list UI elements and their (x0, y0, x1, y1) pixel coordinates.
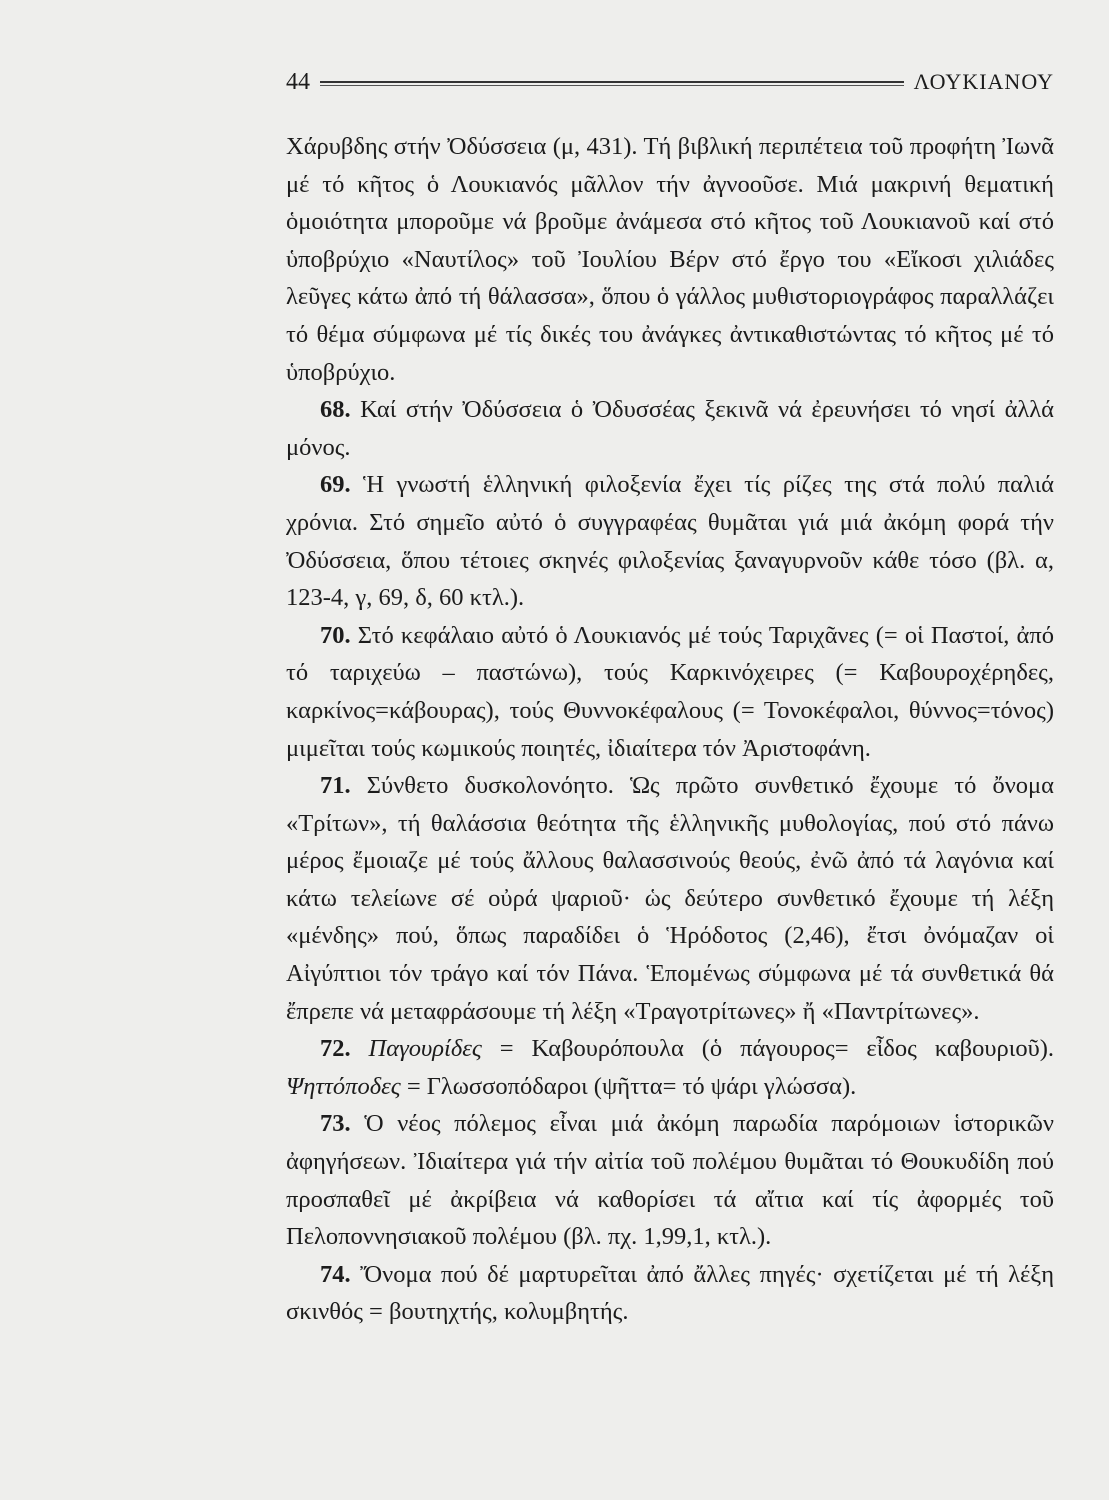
note-text: Σύνθετο δυσκολονόητο. Ὡς πρῶτο συνθετικό ἔχουμε τό ὄνομα «Τρίτων», τή θαλάσσια θεότητα τῆς ἑλληνικῆς μυθολογίας, πού στό πάνω μέρος ἔμοιαζε μέ τούς ἄλλους θαλασσινούς θεούς, ἐνῶ ἀπό τά λαγόνια καί κάτω τελείωνε σέ οὐρά ψαριοῦ· ὡς δεύτερο συνθετικό ἔχουμε τή λέξη «μένδης» πού, ὅπως παραδίδει ὁ Ἡρόδοτος (2,46), ἔτσι ὀνόμαζαν οἱ Αἰγύπτιοι τόν τράγο καί τόν Πάνα. Ἑπομένως σύμφωνα μέ τά συνθετικά θά ἔπρεπε νά μεταφράσουμε τή λέξη «Τραγοτρίτωνες» ἤ «Παντρίτωνες». (286, 772, 1055, 1025)
note-73 (286, 1105, 1054, 1255)
note-number: 69. (320, 471, 351, 499)
note-text: Ὄνομα πού δέ μαρτυρεῖται ἀπό ἄλλες πηγές· σχετίζεται μέ τή λέξη σκινθός = βουτηχτής, κολυμβητής. (286, 1260, 1055, 1326)
note-text: Καί στήν Ὀδύσσεια ὁ Ὀδυσσέας ξεκινᾶ νά ἐρευνήσει τό νησί ἀλλά μόνος. (286, 396, 1055, 461)
note-74 (286, 1256, 1054, 1331)
note-68 (286, 391, 1054, 466)
note-text: = Γλωσσοπόδαροι (ψῆττα= τό ψάρι γλώσσα). (400, 1072, 857, 1100)
paragraph-continuation (286, 128, 1054, 391)
note-number: 68. (320, 396, 351, 424)
note-text: Ὁ νέος πόλεμος εἶναι μιά ἀκόμη παρωδία παρόμοιων ἱστορικῶν ἀφηγήσεων. Ἰδιαίτερα γιά τήν αἰτία τοῦ πολέμου θυμᾶται τό Θουκυδίδη πού προσπαθεῖ μέ ἀκρίβεια νά καθορίσει τά αἴτια καί τίς ἀφορμές τοῦ Πελοποννησιακοῦ πολέμου (βλ. πχ. 1,99,1, κτλ.). (286, 1110, 1055, 1251)
header-rule (320, 81, 904, 86)
note-number: 72. (320, 1035, 351, 1063)
note-term: Παγουρίδες (368, 1035, 482, 1063)
note-number: 73. (320, 1110, 351, 1138)
note-text: Στό κεφάλαιο αὐτό ὁ Λουκιανός μέ τούς Ταριχᾶνες (= οἱ Παστοί, ἀπό τό ταριχεύω – παστώνω), τούς Καρκινόχειρες (= Καβουροχέρηδες, καρκίνος=κάβουρας), τούς Θυννοκέφαλους (= Τονοκέφαλοι, θύννος=τόνος) μιμεῖται τούς κωμικούς ποιητές, ἰδιαίτερα τόν Ἀριστοφάνη. (286, 621, 1055, 762)
paragraph-text: Χάρυβδης στήν Ὀδύσσεια (μ, 431). Τή βιβλική περιπέτεια τοῦ προφήτη Ἰωνᾶ μέ τό κῆτος ὁ Λουκιανός μᾶλλον τήν ἀγνοοῦσε. Μιά μακρινή θεματική ὁμοιότητα μποροῦμε νά βροῦμε ἀνάμεσα στό κῆτος τοῦ Λουκιανοῦ καί στό ὑποβρύχιο «Ναυτίλος» τοῦ Ἰουλίου Βέρν στό ἔργο του «Εἴκοσι χιλιάδες λεῦγες κάτω ἀπό τή θάλασσα», ὅπου ὁ γάλλος μυθιστοριογράφος παραλλάζει τό θέμα σύμφωνα μέ τίς δικές του ἀνάγκες ἀντικαθιστώντας τό κῆτος μέ τό ὑποβρύχιο. (286, 133, 1054, 386)
note-70 (286, 617, 1054, 767)
note-text: Ἡ γνωστή ἑλληνική φιλοξενία ἔχει τίς ρίζες της στά πολύ παλιά χρόνια. Στό σημεῖο αὐτό ὁ συγγραφέας θυμᾶται γιά μιά ἀκόμη φορά τήν Ὀδύσσεια, ὅπου τέτοιες σκηνές φιλοξενίας ξαναγυρνοῦν κάθε τόσο (βλ. α, 123-4, γ, 69, δ, 60 κτλ.). (286, 471, 1055, 612)
note-69 (286, 466, 1054, 616)
page-number: 44 (286, 68, 310, 95)
note-72 (286, 1030, 1054, 1105)
body-text (286, 128, 1054, 1331)
note-number: 70. (320, 621, 351, 649)
note-term: Ψηττόποδες (286, 1072, 401, 1100)
running-title: ΛΟΥΚΙΑΝΟΥ (913, 69, 1054, 94)
note-text: = Καβουρόπουλα (ὁ πάγουρος= εἶδος καβουριοῦ). (481, 1035, 1055, 1063)
note-71 (286, 767, 1054, 1030)
note-number: 71. (320, 772, 351, 800)
page-header (286, 66, 1054, 98)
note-number: 74. (320, 1260, 351, 1288)
